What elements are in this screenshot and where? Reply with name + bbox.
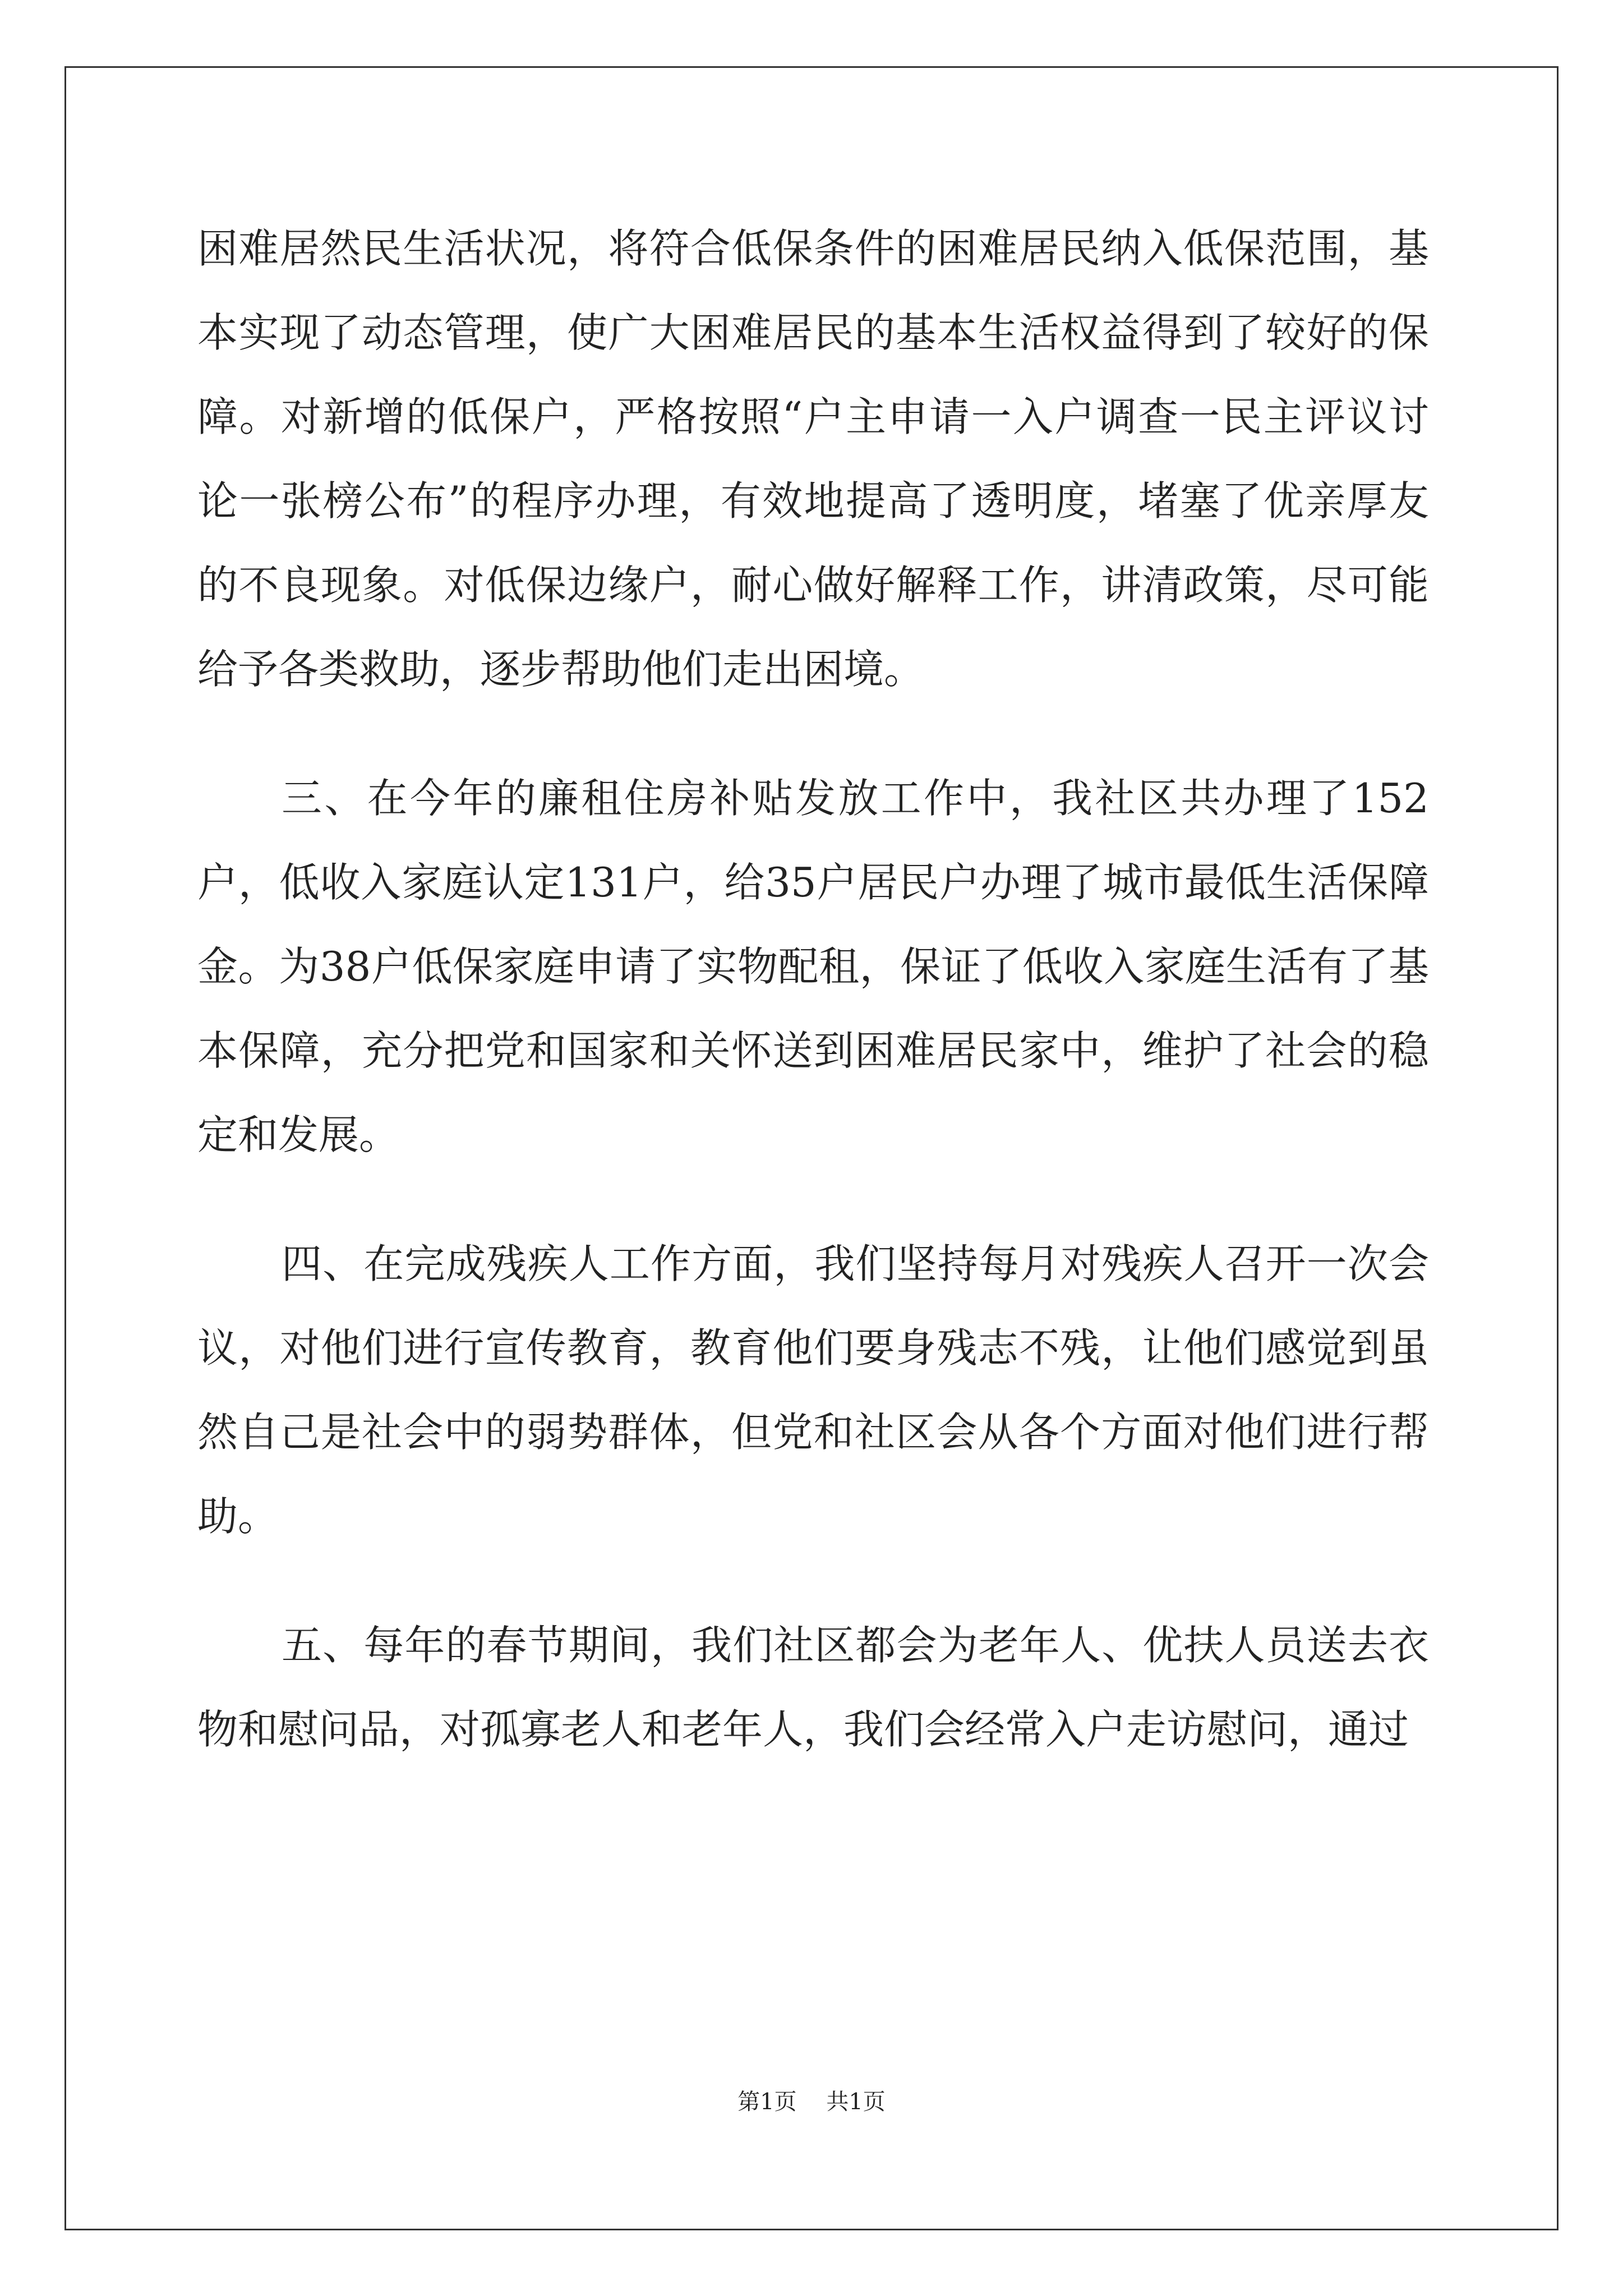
page-number: 第1页 — [737, 2089, 797, 2115]
document-body — [197, 206, 1429, 1772]
page-footer — [0, 2084, 1623, 2116]
paragraph-3: 四、在完成残疾人工作方面，我们坚持每月对残疾人召开一次会议，对他们进行宣传教育，教育他们要身残志不残，让他们感觉到虽然自己是社会中的弱势群体，但党和社区会从各个方面对他们进行帮助。 — [197, 1240, 1429, 1540]
paragraph-2: 三、在今年的廉租住房补贴发放工作中，我社区共办理了152户，低收入家庭认定131户，给35户居民户办理了城市最低生活保障金。为38户低保家庭申请了实物配租，保证了低收入家庭生活有了基本保障，充分把党和国家和关怀送到困难居民家中，维护了社会的稳定和发展。 — [197, 775, 1429, 1158]
paragraph-4: 五、每年的春节期间，我们社区都会为老年人、优扶人员送去衣物和慰问品，对孤寡老人和老年人，我们会经常入户走访慰问，通过 — [197, 1622, 1429, 1753]
page-total: 共1页 — [826, 2089, 886, 2115]
paragraph-1: 困难居然民生活状况，将符合低保条件的困难居民纳入低保范围，基本实现了动态管理，使广大困难居民的基本生活权益得到了较好的保障。对新增的低保户，严格按照“户主申请一入户调查一民主评议讨论一张榜公布”的程序办理，有效地提高了透明度，堵塞了优亲厚友的不良现象。对低保边缘户，耐心做好解释工作，讲清政策，尽可能给予各类救助，逐步帮助他们走出困境。 — [197, 225, 1429, 693]
